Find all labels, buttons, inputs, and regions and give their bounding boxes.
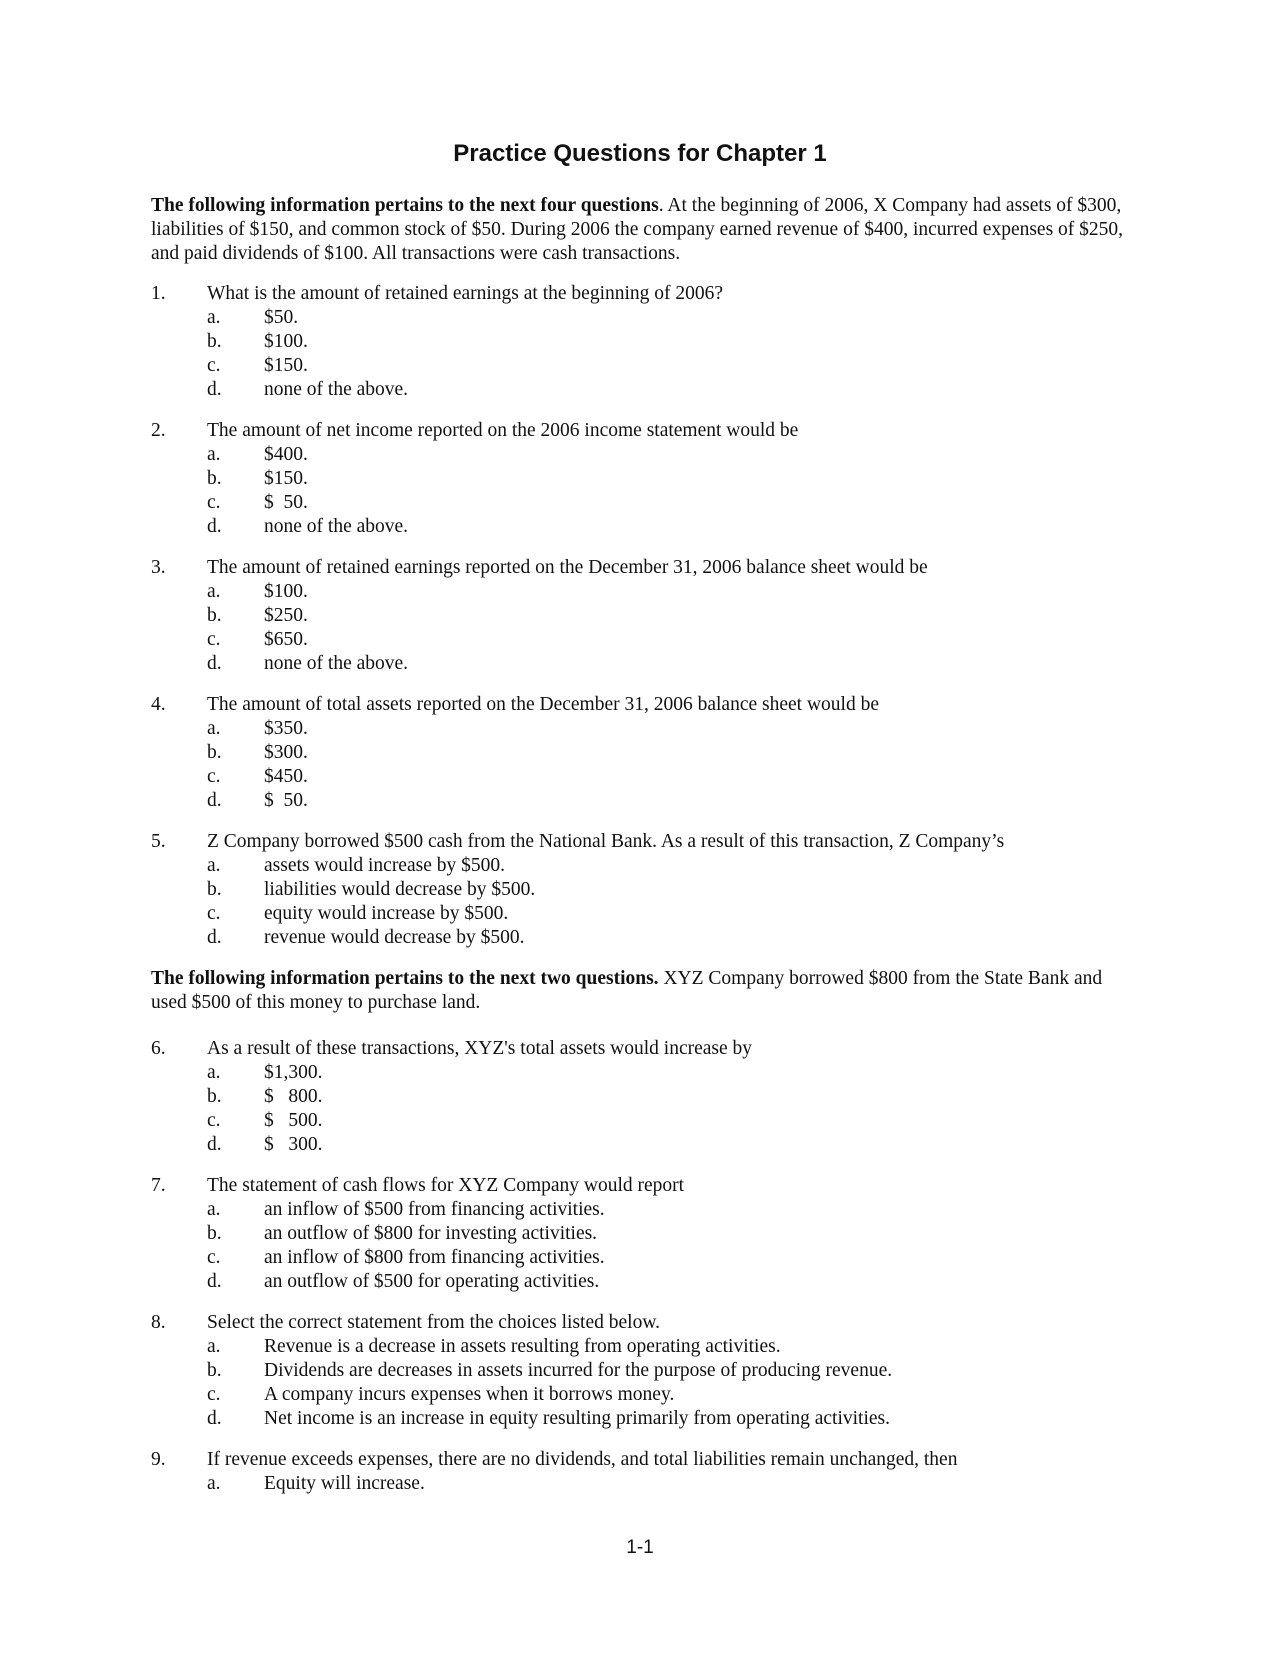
answer-option [151, 1335, 1131, 1359]
option-text: $300. [264, 742, 308, 763]
question-number: 5. [151, 831, 166, 852]
answer-option [151, 1198, 1131, 1222]
option-text: an outflow of $800 for investing activities. [264, 1223, 598, 1244]
answer-option [151, 1246, 1131, 1270]
answer-option [151, 604, 1131, 628]
option-letter: b. [207, 1223, 222, 1244]
option-letter: d. [207, 790, 222, 811]
answer-option [151, 330, 1131, 354]
option-letter: c. [207, 766, 221, 787]
option-text: assets would increase by $500. [264, 855, 505, 876]
option-letter: c. [207, 1247, 221, 1268]
option-letter: a. [207, 1473, 221, 1494]
option-letter: a. [207, 444, 221, 465]
option-letter: d. [207, 1408, 222, 1429]
option-letter: d. [207, 516, 222, 537]
answer-option [151, 926, 1131, 950]
option-text: $ 300. [264, 1134, 323, 1155]
question-text: The amount of retained earnings reported on the December 31, 2006 balance sheet would be [207, 557, 928, 578]
option-text: A company incurs expenses when it borrows money. [264, 1384, 675, 1405]
option-letter: c. [207, 1110, 221, 1131]
option-letter: b. [207, 1360, 222, 1381]
option-text: Equity will increase. [264, 1473, 425, 1494]
option-text: Dividends are decreases in assets incurred for the purpose of producing revenue. [264, 1360, 893, 1381]
answer-option [151, 741, 1131, 765]
option-letter: b. [207, 331, 222, 352]
option-letter: b. [207, 879, 222, 900]
answer-option [151, 1472, 1131, 1496]
option-text: $ 50. [264, 790, 308, 811]
answer-option [151, 306, 1131, 330]
question-text: The amount of net income reported on the 2006 income statement would be [207, 420, 799, 441]
answer-option [151, 765, 1131, 789]
question-item [151, 1448, 1131, 1496]
option-text: Revenue is a decrease in assets resulting from operating activities. [264, 1336, 781, 1357]
option-text: none of the above. [264, 516, 409, 537]
option-text: an outflow of $500 for operating activities. [264, 1271, 600, 1292]
answer-option [151, 515, 1131, 539]
answer-option [151, 354, 1131, 378]
question-item [151, 556, 1131, 676]
question-text: If revenue exceeds expenses, there are no dividends, and total liabilities remain unchanged, then [207, 1449, 958, 1470]
answer-option [151, 443, 1131, 467]
question-text: As a result of these transactions, XYZ's total assets would increase by [207, 1038, 753, 1059]
option-letter: b. [207, 468, 222, 489]
option-text: $400. [264, 444, 308, 465]
option-text: an inflow of $800 from financing activities. [264, 1247, 605, 1268]
answer-option [151, 580, 1131, 604]
question-stem [151, 1448, 1131, 1472]
intro-heading-2: The following information pertains to the next two questions. [151, 968, 659, 989]
answer-option [151, 1359, 1131, 1383]
answer-option [151, 378, 1131, 402]
question-item [151, 1037, 1131, 1157]
answer-option [151, 1085, 1131, 1109]
question-stem [151, 693, 1131, 717]
option-text: equity would increase by $500. [264, 903, 509, 924]
intro-text-2: XYZ Company borrowed $800 from the State Bank and used $500 of this money to purchase land. [151, 968, 1103, 1013]
option-letter: d. [207, 1271, 222, 1292]
option-text: Net income is an increase in equity resulting primarily from operating activities. [264, 1408, 890, 1429]
answer-option [151, 628, 1131, 652]
question-stem [151, 1311, 1131, 1335]
answer-option [151, 717, 1131, 741]
option-letter: d. [207, 653, 222, 674]
option-letter: c. [207, 903, 221, 924]
page-title: Practice Questions for Chapter 1 [453, 140, 827, 167]
option-letter: a. [207, 855, 221, 876]
intro-text-1: . At the beginning of 2006, X Company had assets of $300, liabilities of $150, and common stock of $50. During 2006 the company earned revenue of $400, incurred expenses of $250, and paid dividends of $100. All transactions were cash transactions. [151, 195, 1124, 264]
option-letter: c. [207, 629, 221, 650]
question-number: 2. [151, 420, 166, 441]
question-number: 1. [151, 283, 166, 304]
option-letter: a. [207, 1336, 221, 1357]
option-text: $ 50. [264, 492, 308, 513]
answer-option [151, 467, 1131, 491]
question-item [151, 1174, 1131, 1294]
answer-option [151, 854, 1131, 878]
question-text: What is the amount of retained earnings at the beginning of 2006? [207, 283, 724, 304]
intro-heading-1: The following information pertains to the next four questions [151, 195, 659, 216]
option-letter: a. [207, 581, 221, 602]
option-letter: c. [207, 1384, 221, 1405]
option-letter: a. [207, 718, 221, 739]
intro-paragraph-1 [151, 194, 1131, 266]
answer-option [151, 902, 1131, 926]
option-text: $ 800. [264, 1086, 323, 1107]
answer-option [151, 789, 1131, 813]
option-letter: b. [207, 742, 222, 763]
answer-option [151, 878, 1131, 902]
option-letter: a. [207, 1199, 221, 1220]
option-text: $50. [264, 307, 299, 328]
question-number: 4. [151, 694, 166, 715]
option-text: $250. [264, 605, 308, 626]
question-text: The statement of cash flows for XYZ Company would report [207, 1175, 685, 1196]
question-number: 8. [151, 1312, 166, 1333]
option-text: $450. [264, 766, 308, 787]
question-stem [151, 419, 1131, 443]
question-number: 9. [151, 1449, 166, 1470]
answer-option [151, 1109, 1131, 1133]
question-stem [151, 1174, 1131, 1198]
question-number: 7. [151, 1175, 166, 1196]
question-group-a [151, 282, 1131, 950]
question-stem [151, 830, 1131, 854]
option-text: an inflow of $500 from financing activities. [264, 1199, 605, 1220]
option-letter: d. [207, 379, 222, 400]
answer-option [151, 1061, 1131, 1085]
option-letter: c. [207, 492, 221, 513]
question-text: Z Company borrowed $500 cash from the National Bank. As a result of this transaction, Z Company’s [207, 831, 1005, 852]
question-group-b [151, 1037, 1131, 1496]
option-text: revenue would decrease by $500. [264, 927, 525, 948]
question-stem [151, 282, 1131, 306]
option-letter: a. [207, 1062, 221, 1083]
question-stem [151, 1037, 1131, 1061]
answer-option [151, 652, 1131, 676]
option-text: $150. [264, 355, 308, 376]
answer-option [151, 1407, 1131, 1431]
intro-paragraph-2 [151, 967, 1131, 1015]
option-letter: a. [207, 307, 221, 328]
question-number: 6. [151, 1038, 166, 1059]
question-text: Select the correct statement from the choices listed below. [207, 1312, 661, 1333]
answer-option [151, 1133, 1131, 1157]
option-text: $1,300. [264, 1062, 323, 1083]
question-item [151, 693, 1131, 813]
question-stem [151, 556, 1131, 580]
answer-option [151, 1383, 1131, 1407]
option-letter: b. [207, 605, 222, 626]
option-letter: d. [207, 927, 222, 948]
option-text: $150. [264, 468, 308, 489]
option-text: $350. [264, 718, 308, 739]
option-text: none of the above. [264, 379, 409, 400]
page-number: 1-1 [626, 1537, 654, 1558]
option-text: $100. [264, 331, 308, 352]
option-text: $100. [264, 581, 308, 602]
option-letter: b. [207, 1086, 222, 1107]
answer-option [151, 1270, 1131, 1294]
option-letter: c. [207, 355, 221, 376]
option-text: none of the above. [264, 653, 409, 674]
option-text: $650. [264, 629, 308, 650]
answer-option [151, 491, 1131, 515]
question-text: The amount of total assets reported on the December 31, 2006 balance sheet would be [207, 694, 879, 715]
question-item [151, 1311, 1131, 1431]
document-content [151, 194, 1131, 1496]
question-number: 3. [151, 557, 166, 578]
question-item [151, 282, 1131, 402]
question-item [151, 419, 1131, 539]
option-text: $ 500. [264, 1110, 323, 1131]
answer-option [151, 1222, 1131, 1246]
question-item [151, 830, 1131, 950]
option-letter: d. [207, 1134, 222, 1155]
option-text: liabilities would decrease by $500. [264, 879, 536, 900]
